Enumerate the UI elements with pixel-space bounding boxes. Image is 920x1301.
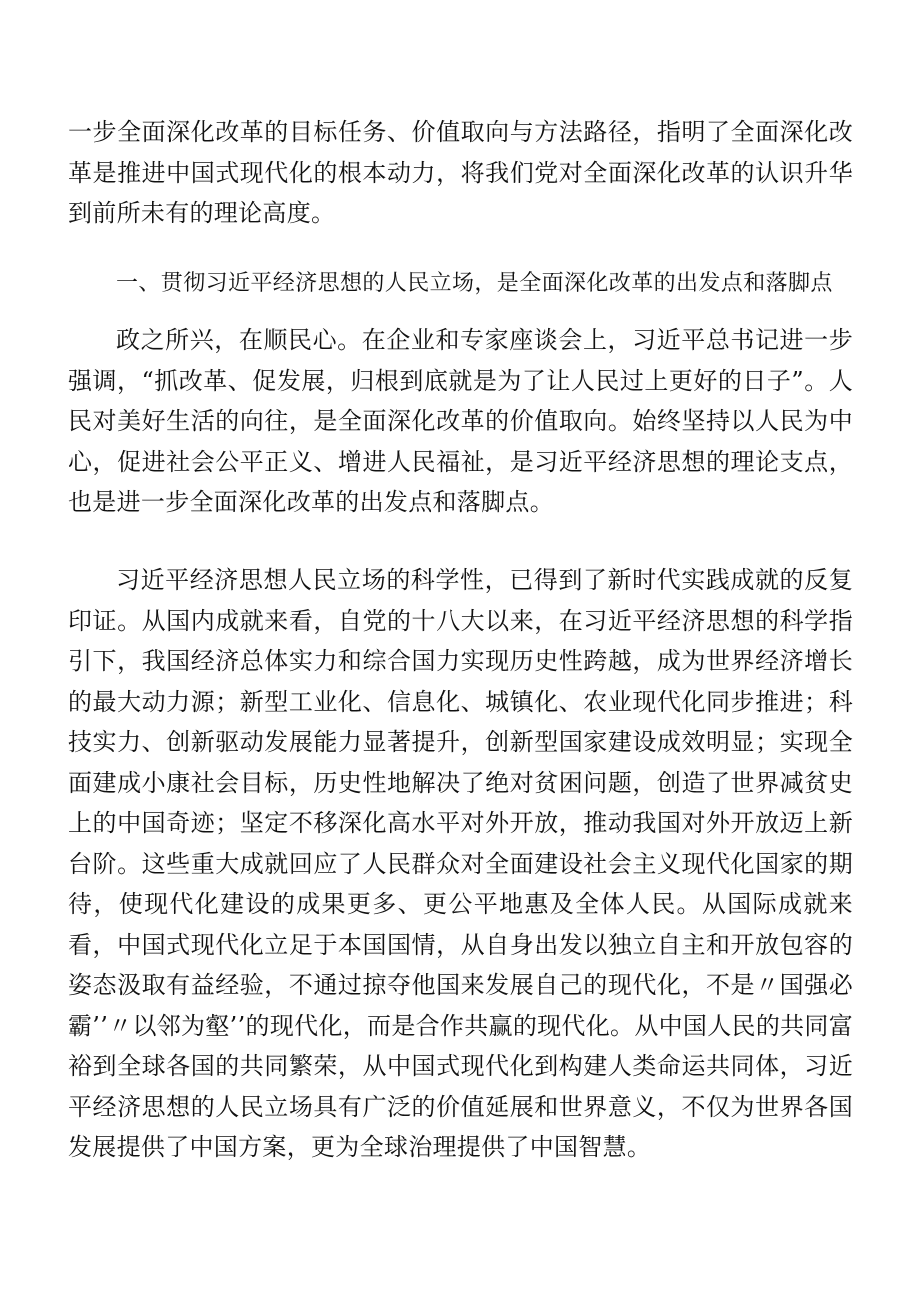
- paragraph-achievements: 习近平经济思想人民立场的科学性，已得到了新时代实践成就的反复印证。从国内成就来看，自党的十八大以来，在习近平经济思想的科学指引下，我国经济总体实力和综合国力实现历史性跨越，成为世界经济增长的最大动力源；新型工业化、信息化、城镇化、农业现代化同步推进；科技实力、创新驱动发展能力显著提升，创新型国家建设成效明显；实现全面建成小康社会目标，历史性地解决了绝对贫困问题，创造了世界减贫史上的中国奇迹；坚定不移深化高水平对外开放，推动我国对外开放迈上新台阶。这些重大成就回应了人民群众对全面建设社会主义现代化国家的期待，使现代化建设的成果更多、更公平地惠及全体人民。从国际成就来看，中国式现代化立足于本国国情，从自身出发以独立自主和开放包容的姿态汲取有益经验，不通过掠夺他国来发展自己的现代化，不是〃国强必霸’’〃以邻为壑’’的现代化，而是合作共赢的现代化。从中国人民的共同富裕到全球各国的共同繁荣，从中国式现代化到构建人类命运共同体，习近平经济思想的人民立场具有广泛的价值延展和世界意义，不仅为世界各国发展提供了中国方案，更为全球治理提供了中国智慧。: [68, 566, 854, 1161]
- paragraph-people-stance: 政之所兴，在顺民心。在企业和专家座谈会上，习近平总书记进一步强调，“抓改革、促发展，归根到底就是为了让人民过上更好的日子”。人民对美好生活的向往，是全面深化改革的价值取向。始终坚持以人民为中心，促进社会公平正义、增进人民福祉，是习近平经济思想的理论支点，也是进一步全面深化改革的出发点和落脚点。: [68, 326, 853, 516]
- section-heading-1: 一、贯彻习近平经济思想的人民立场，是全面深化改革的出发点和落脚点: [116, 271, 833, 296]
- paragraph-intro-continuation: 一步全面深化改革的目标任务、价值取向与方法路径，指明了全面深化改革是推进中国式现代化的根本动力，将我们党对全面深化改革的认识升华到前所未有的理论高度。: [68, 118, 853, 227]
